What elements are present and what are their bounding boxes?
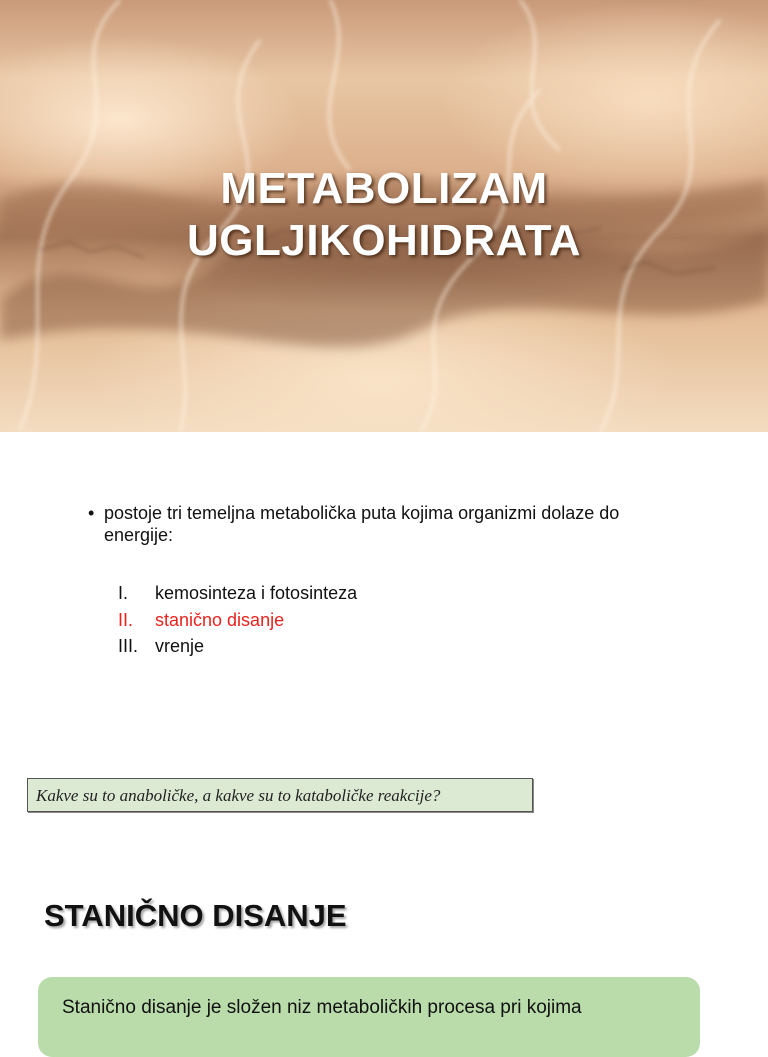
slide-title bbox=[0, 163, 768, 267]
bullet-dot: • bbox=[88, 503, 95, 523]
definition-box bbox=[38, 977, 700, 1057]
title-slide-banner bbox=[0, 0, 768, 432]
list-item-label: vrenje bbox=[155, 636, 205, 656]
definition-text: Stanično disanje je složen niz metaboličkih procesa pri kojima bbox=[62, 997, 582, 1018]
list-item-number: I. bbox=[118, 583, 129, 603]
list-item-number: III. bbox=[118, 636, 139, 656]
list-item bbox=[118, 633, 357, 660]
intro-bullet-text: postoje tri temeljna metabolička puta kojima organizmi dolaze do energije: bbox=[104, 503, 620, 545]
slide-title-line2: UGLJIKOHIDRATA bbox=[186, 216, 582, 265]
intro-bullet bbox=[88, 502, 684, 546]
pathways-slide bbox=[0, 432, 768, 864]
section-title: STANIČNO DISANJE bbox=[44, 898, 347, 933]
pathway-list bbox=[118, 580, 357, 660]
question-box: Kakve su to anaboličke, a kakve su to kataboličke reakcije? bbox=[27, 778, 533, 812]
list-item bbox=[118, 580, 357, 607]
list-item-label: kemosinteza i fotosinteza bbox=[155, 583, 358, 603]
cellular-respiration-slide bbox=[0, 864, 768, 1024]
list-item-highlighted bbox=[118, 607, 357, 634]
list-item-label: stanično disanje bbox=[155, 609, 285, 630]
list-item-number: II. bbox=[118, 609, 134, 630]
slide-title-line1: METABOLIZAM bbox=[220, 164, 548, 213]
